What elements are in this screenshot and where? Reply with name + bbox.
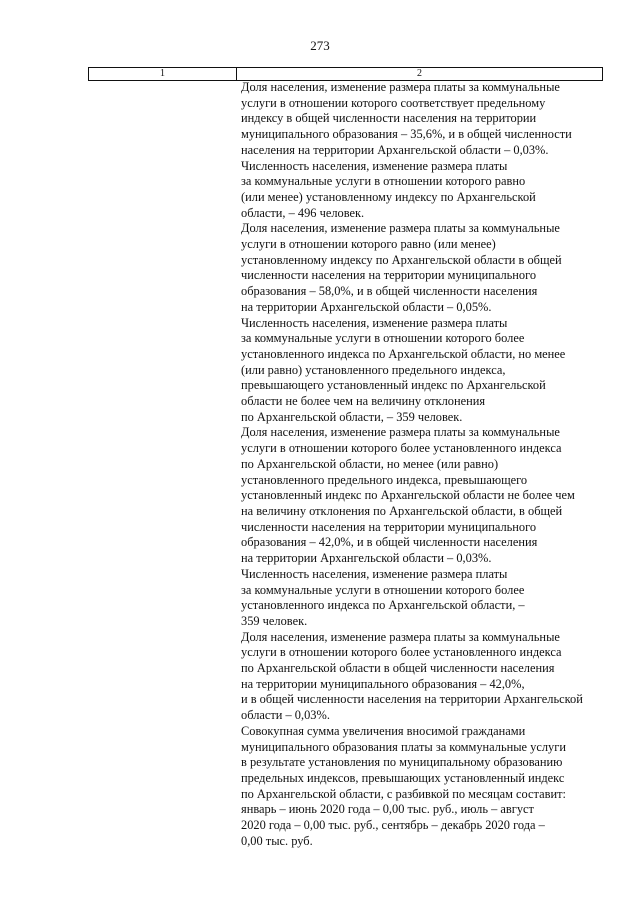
paragraph — [241, 80, 606, 159]
paragraph-line: на величину отклонения по Архангельской области, в общей — [241, 503, 563, 518]
paragraph — [241, 724, 606, 850]
paragraph-line: Численность населения, изменение размера платы — [241, 566, 508, 581]
paragraph-line: установленного индекса по Архангельской области, – — [241, 598, 525, 613]
paragraph-line: январь – июнь 2020 года – 0,00 тыс. руб., июль – август — [241, 802, 534, 817]
paragraph-line: за коммунальные услуги в отношении которого более — [241, 582, 525, 597]
paragraph-line: услуги в отношении которого равно (или менее) — [241, 237, 496, 252]
paragraph-line: Численность населения, изменение размера платы — [241, 315, 508, 330]
paragraph-line: 0,00 тыс. руб. — [241, 833, 313, 848]
paragraph-line: муниципального образования – 35,6%, и в общей численности — [241, 127, 572, 142]
paragraph-line: услуги в отношении которого более установленного индекса — [241, 645, 562, 660]
paragraph-line: (или менее) установленному индексу по Архангельской — [241, 189, 536, 204]
paragraph-line: за коммунальные услуги в отношении которого равно — [241, 174, 526, 189]
paragraph-line: области не более чем на величину отклонения — [241, 394, 486, 409]
paragraph-line: по Архангельской области, но менее (или равно) — [241, 456, 499, 471]
paragraph-line: на территории Архангельской области – 0,03%. — [241, 551, 492, 566]
paragraph-line: в результате установления по муниципальному образованию — [241, 755, 563, 770]
paragraph-line: области, – 496 человек. — [241, 205, 365, 220]
paragraph-line: по Архангельской области в общей численности населения — [241, 661, 555, 676]
paragraph-line: муниципального образования платы за коммунальные услуги — [241, 739, 566, 754]
paragraph-line: области – 0,03%. — [241, 708, 330, 723]
paragraph — [241, 567, 606, 630]
page-number: 273 — [310, 38, 330, 53]
document-body — [241, 80, 606, 849]
paragraph-line: Доля населения, изменение размера платы за коммунальные — [241, 80, 560, 94]
column-header-1: 1 — [89, 68, 237, 80]
paragraph-line: за коммунальные услуги в отношении которого более — [241, 331, 525, 346]
table-header-row — [88, 67, 603, 81]
paragraph-line: образования – 42,0%, и в общей численности населения — [241, 535, 538, 550]
paragraph-line: индексу в общей численности населения на территории — [241, 111, 537, 126]
paragraph-line: и в общей численности населения на территории Архангельской — [241, 692, 583, 707]
paragraph-line: Доля населения, изменение размера платы за коммунальные — [241, 221, 560, 236]
paragraph — [241, 159, 606, 222]
paragraph-line: установленный индекс по Архангельской области не более чем — [241, 488, 575, 503]
paragraph-line: превышающего установленный индекс по Архангельской — [241, 378, 546, 393]
paragraph-line: Численность населения, изменение размера платы — [241, 158, 508, 173]
paragraph-line: установленного предельного индекса, превышающего — [241, 472, 528, 487]
paragraph-line: 2020 года – 0,00 тыс. руб., сентябрь – декабрь 2020 года – — [241, 818, 545, 833]
paragraph-line: установленного индекса по Архангельской области, но менее — [241, 346, 566, 361]
paragraph-line: предельных индексов, превышающих установленный индекс — [241, 770, 565, 785]
paragraph-line: Совокупная сумма увеличения вносимой гражданами — [241, 723, 526, 738]
paragraph-line: установленному индексу по Архангельской области в общей — [241, 252, 562, 267]
paragraph-line: Доля населения, изменение размера платы за коммунальные — [241, 425, 560, 440]
paragraph-line: (или равно) установленного предельного индекса, — [241, 362, 506, 377]
paragraph-line: численности населения на территории муниципального — [241, 519, 537, 534]
paragraph-line: на территории Архангельской области – 0,05%. — [241, 299, 492, 314]
paragraph-line: по Архангельской области, с разбивкой по месяцам составит: — [241, 786, 566, 801]
paragraph — [241, 630, 606, 724]
paragraph-line: услуги в отношении которого более установленного индекса — [241, 441, 562, 456]
paragraph — [241, 221, 606, 315]
paragraph-line: по Архангельской области, – 359 человек. — [241, 409, 463, 424]
paragraph-line: населения на территории Архангельской области – 0,03%. — [241, 142, 549, 157]
paragraph-line: численности населения на территории муниципального — [241, 268, 537, 283]
column-header-2: 2 — [417, 68, 422, 79]
paragraph-line: 359 человек. — [241, 613, 308, 628]
paragraph-line: образования – 58,0%, и в общей численности населения — [241, 284, 538, 299]
paragraph — [241, 316, 606, 426]
paragraph — [241, 425, 606, 566]
paragraph-line: Доля населения, изменение размера платы за коммунальные — [241, 629, 560, 644]
paragraph-line: услуги в отношении которого соответствует предельному — [241, 95, 546, 110]
paragraph-line: на территории муниципального образования – 42,0%, — [241, 676, 525, 691]
